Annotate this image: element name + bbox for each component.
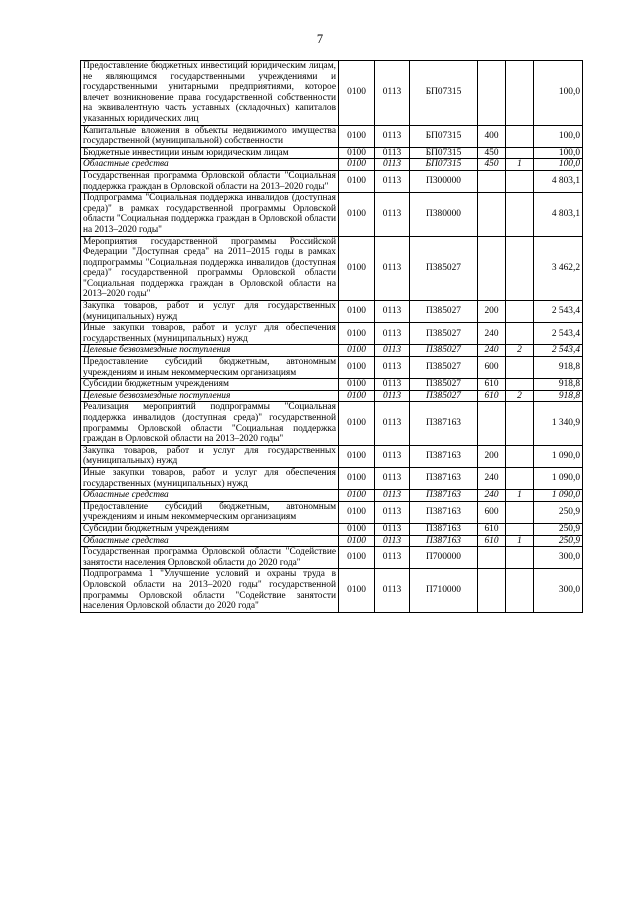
row-section-code: 0100 — [339, 61, 375, 126]
row-description: Предоставление бюджетных инвестиций юридическим лицам, не являющимся государственными учреждениями и государственными унитарными предприятиями, которое влечет возникновение права государственной собственности на эквивалентную часть уставных (складочных) капиталов указанных юридических лиц — [81, 61, 339, 126]
row-expense-type-code — [478, 193, 506, 236]
table-row — [81, 159, 583, 171]
row-amount: 250,9 — [534, 523, 583, 535]
row-description: Бюджетные инвестиции иным юридическим лицам — [81, 147, 339, 159]
row-funding-source-code — [506, 147, 534, 159]
table-row — [81, 379, 583, 391]
row-section-code: 0100 — [339, 125, 375, 147]
row-description: Предоставление субсидий бюджетным, автономным учреждениям и иным некоммерческим организациям — [81, 501, 339, 523]
row-target-article-code: П385027 — [410, 390, 478, 402]
row-subsection-code: 0113 — [375, 301, 410, 323]
row-expense-type-code: 200 — [478, 445, 506, 467]
row-expense-type-code — [478, 402, 506, 445]
row-subsection-code: 0113 — [375, 490, 410, 502]
row-description: Областные средства — [81, 159, 339, 171]
row-expense-type-code: 240 — [478, 490, 506, 502]
row-section-code: 0100 — [339, 379, 375, 391]
row-funding-source-code — [506, 301, 534, 323]
row-section-code: 0100 — [339, 490, 375, 502]
row-funding-source-code — [506, 445, 534, 467]
row-amount: 100,0 — [534, 61, 583, 126]
row-description: Реализация мероприятий подпрограммы "Социальная поддержка инвалидов (доступная среда)" государственной программы Орловской области "Социальная поддержка граждан в Орловской области на 2013–2020 годы" — [81, 402, 339, 445]
row-funding-source-code — [506, 467, 534, 489]
row-amount: 1 340,9 — [534, 402, 583, 445]
row-section-code: 0100 — [339, 193, 375, 236]
row-description: Целевые безвозмездные поступления — [81, 345, 339, 357]
table-row — [81, 569, 583, 612]
row-funding-source-code — [506, 193, 534, 236]
row-funding-source-code: 2 — [506, 345, 534, 357]
row-target-article-code: П385027 — [410, 357, 478, 379]
row-expense-type-code: 200 — [478, 301, 506, 323]
table-row — [81, 170, 583, 192]
row-amount: 1 090,0 — [534, 445, 583, 467]
row-subsection-code: 0113 — [375, 569, 410, 612]
row-subsection-code: 0113 — [375, 379, 410, 391]
row-target-article-code: БП07315 — [410, 61, 478, 126]
row-funding-source-code — [506, 170, 534, 192]
row-target-article-code: П385027 — [410, 379, 478, 391]
row-subsection-code: 0113 — [375, 445, 410, 467]
table-row — [81, 490, 583, 502]
row-description: Предоставление субсидий бюджетным, автономным учреждениям и иным некоммерческим организациям — [81, 357, 339, 379]
row-subsection-code: 0113 — [375, 147, 410, 159]
row-expense-type-code: 610 — [478, 523, 506, 535]
row-subsection-code: 0113 — [375, 236, 410, 301]
row-funding-source-code — [506, 379, 534, 391]
row-subsection-code: 0113 — [375, 61, 410, 126]
row-subsection-code: 0113 — [375, 170, 410, 192]
row-subsection-code: 0113 — [375, 159, 410, 171]
budget-table — [80, 60, 583, 613]
row-funding-source-code — [506, 236, 534, 301]
row-funding-source-code: 1 — [506, 159, 534, 171]
row-target-article-code: П387163 — [410, 467, 478, 489]
row-target-article-code: П387163 — [410, 501, 478, 523]
row-section-code: 0100 — [339, 345, 375, 357]
row-expense-type-code — [478, 170, 506, 192]
row-expense-type-code — [478, 547, 506, 569]
row-section-code: 0100 — [339, 501, 375, 523]
row-section-code: 0100 — [339, 301, 375, 323]
table-row — [81, 345, 583, 357]
row-amount: 250,9 — [534, 535, 583, 547]
row-amount: 4 803,1 — [534, 170, 583, 192]
row-target-article-code: П387163 — [410, 490, 478, 502]
row-amount: 2 543,4 — [534, 345, 583, 357]
row-amount: 4 803,1 — [534, 193, 583, 236]
table-row — [81, 467, 583, 489]
table-row — [81, 390, 583, 402]
row-target-article-code: П385027 — [410, 301, 478, 323]
row-subsection-code: 0113 — [375, 357, 410, 379]
table-row — [81, 357, 583, 379]
row-expense-type-code: 240 — [478, 345, 506, 357]
row-amount: 300,0 — [534, 547, 583, 569]
table-row — [81, 402, 583, 445]
row-funding-source-code: 1 — [506, 535, 534, 547]
row-section-code: 0100 — [339, 402, 375, 445]
table-body — [81, 61, 583, 613]
row-funding-source-code — [506, 357, 534, 379]
table-row — [81, 501, 583, 523]
row-subsection-code: 0113 — [375, 547, 410, 569]
row-amount: 1 090,0 — [534, 490, 583, 502]
row-target-article-code: П385027 — [410, 323, 478, 345]
row-amount: 2 543,4 — [534, 301, 583, 323]
table-row — [81, 301, 583, 323]
row-amount: 1 090,0 — [534, 467, 583, 489]
row-description: Закупка товаров, работ и услуг для государственных (муниципальных) нужд — [81, 301, 339, 323]
row-amount: 918,8 — [534, 357, 583, 379]
row-description: Иные закупки товаров, работ и услуг для обеспечения государственных (муниципальных) нужд — [81, 467, 339, 489]
row-funding-source-code — [506, 501, 534, 523]
row-description: Подпрограмма 1 "Улучшение условий и охраны труда в Орловской области на 2013–2020 годы" государственной программы Орловской области "Содействие занятости населения Орловской области до 2020 года" — [81, 569, 339, 612]
row-description: Субсидии бюджетным учреждениям — [81, 379, 339, 391]
row-expense-type-code: 240 — [478, 323, 506, 345]
page-number: 7 — [316, 32, 324, 46]
row-target-article-code: П387163 — [410, 402, 478, 445]
row-funding-source-code — [506, 523, 534, 535]
row-subsection-code: 0113 — [375, 193, 410, 236]
row-amount: 100,0 — [534, 125, 583, 147]
table-row — [81, 236, 583, 301]
row-target-article-code: БП07315 — [410, 159, 478, 171]
row-expense-type-code: 400 — [478, 125, 506, 147]
table-row — [81, 445, 583, 467]
row-section-code: 0100 — [339, 323, 375, 345]
row-section-code: 0100 — [339, 445, 375, 467]
row-amount: 100,0 — [534, 147, 583, 159]
row-subsection-code: 0113 — [375, 535, 410, 547]
row-section-code: 0100 — [339, 357, 375, 379]
row-description: Государственная программа Орловской области "Социальная поддержка граждан в Орловской области на 2013–2020 годы" — [81, 170, 339, 192]
row-expense-type-code: 600 — [478, 357, 506, 379]
row-target-article-code: БП07315 — [410, 125, 478, 147]
row-funding-source-code — [506, 569, 534, 612]
row-description: Целевые безвозмездные поступления — [81, 390, 339, 402]
row-funding-source-code — [506, 402, 534, 445]
row-section-code: 0100 — [339, 523, 375, 535]
row-description: Подпрограмма "Социальная поддержка инвалидов (доступная среда)" в рамках государственной программы Орловской области "Социальная поддержка граждан в Орловской области на 2013–2020 годы" — [81, 193, 339, 236]
row-section-code: 0100 — [339, 535, 375, 547]
row-funding-source-code — [506, 61, 534, 126]
row-subsection-code: 0113 — [375, 323, 410, 345]
row-target-article-code: П387163 — [410, 445, 478, 467]
row-target-article-code: П710000 — [410, 569, 478, 612]
row-section-code: 0100 — [339, 467, 375, 489]
row-section-code: 0100 — [339, 170, 375, 192]
row-subsection-code: 0113 — [375, 402, 410, 445]
row-description: Иные закупки товаров, работ и услуг для обеспечения государственных (муниципальных) нужд — [81, 323, 339, 345]
row-amount: 3 462,2 — [534, 236, 583, 301]
row-section-code: 0100 — [339, 236, 375, 301]
row-funding-source-code — [506, 547, 534, 569]
row-funding-source-code: 2 — [506, 390, 534, 402]
row-funding-source-code: 1 — [506, 490, 534, 502]
row-target-article-code: П387163 — [410, 535, 478, 547]
row-expense-type-code — [478, 236, 506, 301]
row-expense-type-code: 240 — [478, 467, 506, 489]
row-expense-type-code: 450 — [478, 159, 506, 171]
row-expense-type-code: 610 — [478, 379, 506, 391]
row-expense-type-code: 450 — [478, 147, 506, 159]
row-target-article-code: П300000 — [410, 170, 478, 192]
row-description: Областные средства — [81, 490, 339, 502]
table-row — [81, 125, 583, 147]
row-funding-source-code — [506, 323, 534, 345]
row-subsection-code: 0113 — [375, 125, 410, 147]
row-target-article-code: П385027 — [410, 345, 478, 357]
row-description: Государственная программа Орловской области "Содействие занятости населения Орловской области до 2020 года" — [81, 547, 339, 569]
table-row — [81, 523, 583, 535]
row-amount: 918,8 — [534, 390, 583, 402]
row-section-code: 0100 — [339, 569, 375, 612]
row-section-code: 0100 — [339, 390, 375, 402]
table-row — [81, 547, 583, 569]
row-target-article-code: П387163 — [410, 523, 478, 535]
row-subsection-code: 0113 — [375, 345, 410, 357]
row-amount: 250,9 — [534, 501, 583, 523]
row-description: Закупка товаров, работ и услуг для государственных (муниципальных) нужд — [81, 445, 339, 467]
row-target-article-code: П385027 — [410, 236, 478, 301]
row-description: Мероприятия государственной программы Российской Федерации "Доступная среда" на 2011–2015 годы в рамках подпрограммы "Социальная поддержка инвалидов (доступная среда)" государственной программы Орловской области "Социальная поддержка граждан в Орловской области на 2013–2020 годы" — [81, 236, 339, 301]
row-expense-type-code — [478, 61, 506, 126]
row-expense-type-code: 610 — [478, 535, 506, 547]
row-amount: 100,0 — [534, 159, 583, 171]
row-subsection-code: 0113 — [375, 390, 410, 402]
row-subsection-code: 0113 — [375, 523, 410, 535]
row-expense-type-code — [478, 569, 506, 612]
row-expense-type-code: 610 — [478, 390, 506, 402]
table-row — [81, 147, 583, 159]
row-description: Капитальные вложения в объекты недвижимого имущества государственной (муниципальной) собственности — [81, 125, 339, 147]
row-target-article-code: БП07315 — [410, 147, 478, 159]
row-section-code: 0100 — [339, 547, 375, 569]
row-expense-type-code: 600 — [478, 501, 506, 523]
table-row — [81, 535, 583, 547]
row-description: Субсидии бюджетным учреждениям — [81, 523, 339, 535]
row-subsection-code: 0113 — [375, 467, 410, 489]
row-section-code: 0100 — [339, 147, 375, 159]
row-description: Областные средства — [81, 535, 339, 547]
table-row — [81, 193, 583, 236]
row-subsection-code: 0113 — [375, 501, 410, 523]
row-amount: 918,8 — [534, 379, 583, 391]
row-target-article-code: П380000 — [410, 193, 478, 236]
row-amount: 2 543,4 — [534, 323, 583, 345]
row-funding-source-code — [506, 125, 534, 147]
table-row — [81, 61, 583, 126]
row-section-code: 0100 — [339, 159, 375, 171]
table-row — [81, 323, 583, 345]
row-target-article-code: П700000 — [410, 547, 478, 569]
row-amount: 300,0 — [534, 569, 583, 612]
